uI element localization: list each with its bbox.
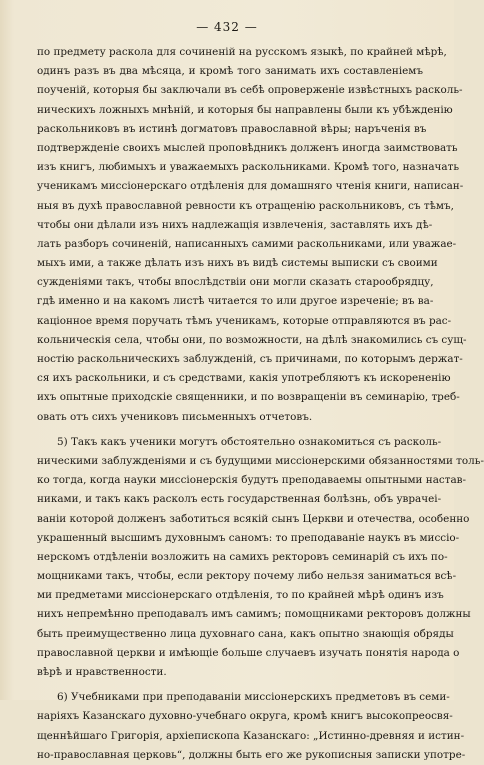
text-line: наріяхъ Казанскаго духовно-учебнаго округа, кромѣ книгъ высокопреосвя- xyxy=(37,710,453,723)
text-line: каціонное время поручать тѣмъ ученикамъ, которые отправляются въ рас- xyxy=(37,314,452,327)
text-line: ихъ опытные приходскіе священники, и по возвращеніи въ семинарію, треб- xyxy=(37,391,460,404)
body-text xyxy=(37,43,484,765)
text-line: поученій, которыя бы заключали въ себѣ опроверженіе извѣстныхъ расколь- xyxy=(37,84,463,97)
paragraph xyxy=(37,43,467,427)
text-line: мыхъ ими, а также дѣлать изъ нихъ въ видѣ системы выписки съ своими xyxy=(37,257,438,270)
text-line: раскольниковъ въ истинѣ догматовъ православной вѣры; наръченія въ xyxy=(37,122,427,135)
text-line: одинъ разъ въ два мѣсяца, и кромѣ того занимать ихъ составленіемъ xyxy=(37,65,423,78)
text-line: никами, и такъ какъ расколъ есть государственная болѣзнь, объ уврачеі- xyxy=(37,493,442,506)
text-line: 5) Такъ какъ ученики могутъ обстоятельно ознакомиться съ расколь- xyxy=(57,435,442,448)
text-line: подтвержденіе своихъ мыслей проповѣдникъ долженъ иногда заимствовать xyxy=(37,141,458,154)
paragraph xyxy=(37,688,466,765)
text-line: ностію раскольническихъ заблужденій, съ причинами, по которымъ держат- xyxy=(37,353,463,365)
text-line: чтобы они дѣлали изъ нихъ надлежащія извлеченія, заставлять ихъ дѣ- xyxy=(37,218,433,231)
text-line: ми предметами миссіонерскаго отдѣленія, то по крайней мѣрѣ одинъ изъ xyxy=(37,589,444,602)
text-line: по предмету раскола для сочиненій на русскомъ языкѣ, по крайней мѣрѣ, xyxy=(37,46,447,58)
paragraph xyxy=(37,433,484,682)
text-line: вѣрѣ и нравственности. xyxy=(37,666,167,678)
text-line: ническихъ ложныхъ мнѣній, и которыя бы направлены были къ убѣжденію xyxy=(37,103,453,116)
text-line: ся ихъ раскольники, и съ средствами, какія употребляютъ къ искорененію xyxy=(37,372,451,385)
text-line: щеннѣйшаго Григорія, архіепископа Казанскаго: „Истинно-древняя и истин- xyxy=(37,729,465,742)
text-line: ваніи которой долженъ заботиться всякій сынъ Церкви и отечества, особенно xyxy=(37,512,470,525)
text-line: 6) Учебниками при преподаваніи миссіонерскихъ предметовъ въ семи- xyxy=(57,691,450,704)
text-line: православной церкви и имѣющіе больше случаевъ изучать понятія народа о xyxy=(37,646,460,659)
text-line: кольническія села, чтобы они, по возможности, на дѣлѣ знакомились съ сущ- xyxy=(37,333,467,346)
text-line: овать отъ сихъ учениковъ письменныхъ отчетовъ. xyxy=(37,410,313,423)
text-line: гдѣ именно и на какомъ листѣ читается то или другое изреченіе; въ ва- xyxy=(37,295,434,308)
text-line: ныя въ духѣ православной ревности къ отращенію раскольниковъ, съ тѣмъ, xyxy=(37,199,454,212)
text-line: ученикамъ миссіонерскаго отдѣленія для домашняго чтенія книги, написан- xyxy=(37,180,464,193)
text-line: мощниками такъ, чтобы, если ректору почему либо нельзя заниматься всѣ- xyxy=(37,570,457,583)
text-line: быть преимущественно лица духовнаго сана, какъ опытно знающія обряды xyxy=(37,627,454,640)
page-number: — 432 — xyxy=(196,20,258,34)
text-line: изъ книгъ, любимыхъ и уважаемыхъ раскольниками. Кромѣ того, назначать xyxy=(37,161,459,174)
text-line: нихъ непремѣнно преподавалъ имъ самимъ; помощниками ректоровъ должны xyxy=(37,608,471,621)
text-line: ко тогда, когда науки миссіонерскія будутъ преподаваемы опытными настав- xyxy=(37,474,467,487)
text-line: но-православная церковь“, должны быть его же рукописныя записки употре- xyxy=(37,748,466,761)
text-line: нерскомъ отдѣленіи возложить на самихъ ректоровъ семинарій съ ихъ по- xyxy=(37,550,448,563)
text-line: украшенный высшимъ духовнымъ саномъ: то преподаваніе наукъ въ миссіо- xyxy=(37,531,460,544)
text-line: ническими заблужденіями и съ будущими миссіонерскими обязанностями толь- xyxy=(37,454,484,467)
text-line: сужденіями такъ, чтобы впослѣдствіи они могли сказать старообрядцу, xyxy=(37,276,434,289)
text-line: лать разборъ сочиненій, написанныхъ самими раскольниками, или уважае- xyxy=(37,237,457,250)
